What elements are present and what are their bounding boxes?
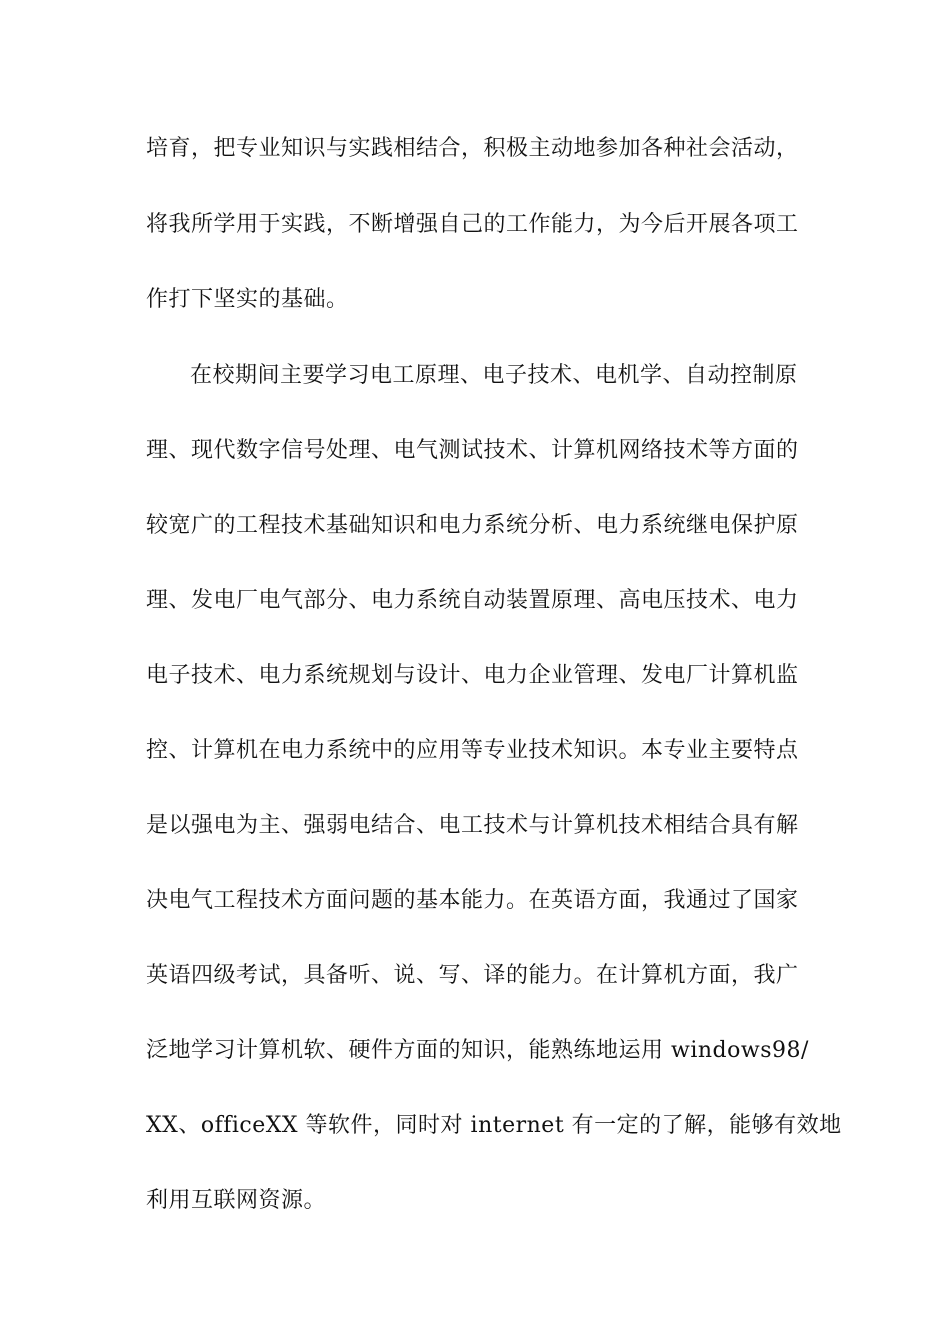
text-line: 理、现代数字信号处理、电气测试技术、计算机网络技术等方面的 [146, 438, 799, 463]
text-line: 电子技术、电力系统规划与设计、电力企业管理、发电厂计算机监 [146, 663, 799, 688]
text-line: 将我所学用于实践，不断增强自己的工作能力，为今后开展各项工 [146, 212, 799, 237]
text-line: 利用互联网资源。 [146, 1188, 327, 1213]
text-line: 决电气工程技术方面问题的基本能力。在英语方面，我通过了国家 [146, 888, 799, 913]
text-line: 是以强电为主、强弱电结合、电工技术与计算机技术相结合具有解 [146, 813, 799, 838]
text-line: XX、officeXX 等软件，同时对 internet 有一定的了解，能够有效地 [146, 1113, 842, 1138]
paragraph-first-line: 在校期间主要学习电工原理、电子技术、电机学、自动控制原 [190, 363, 798, 388]
text-line: 较宽广的工程技术基础知识和电力系统分析、电力系统继电保护原 [146, 513, 799, 538]
text-line: 英语四级考试，具备听、说、写、译的能力。在计算机方面，我广 [146, 963, 799, 988]
text-line: 作打下坚实的基础。 [146, 287, 349, 312]
text-line: 培育，把专业知识与实践相结合，积极主动地参加各种社会活动， [146, 136, 799, 161]
text-line: 泛地学习计算机软、硬件方面的知识，能熟练地运用 windows98/ [146, 1038, 809, 1063]
text-line: 控、计算机在电力系统中的应用等专业技术知识。本专业主要特点 [146, 738, 799, 763]
text-line: 理、发电厂电气部分、电力系统自动装置原理、高电压技术、电力 [146, 588, 799, 613]
